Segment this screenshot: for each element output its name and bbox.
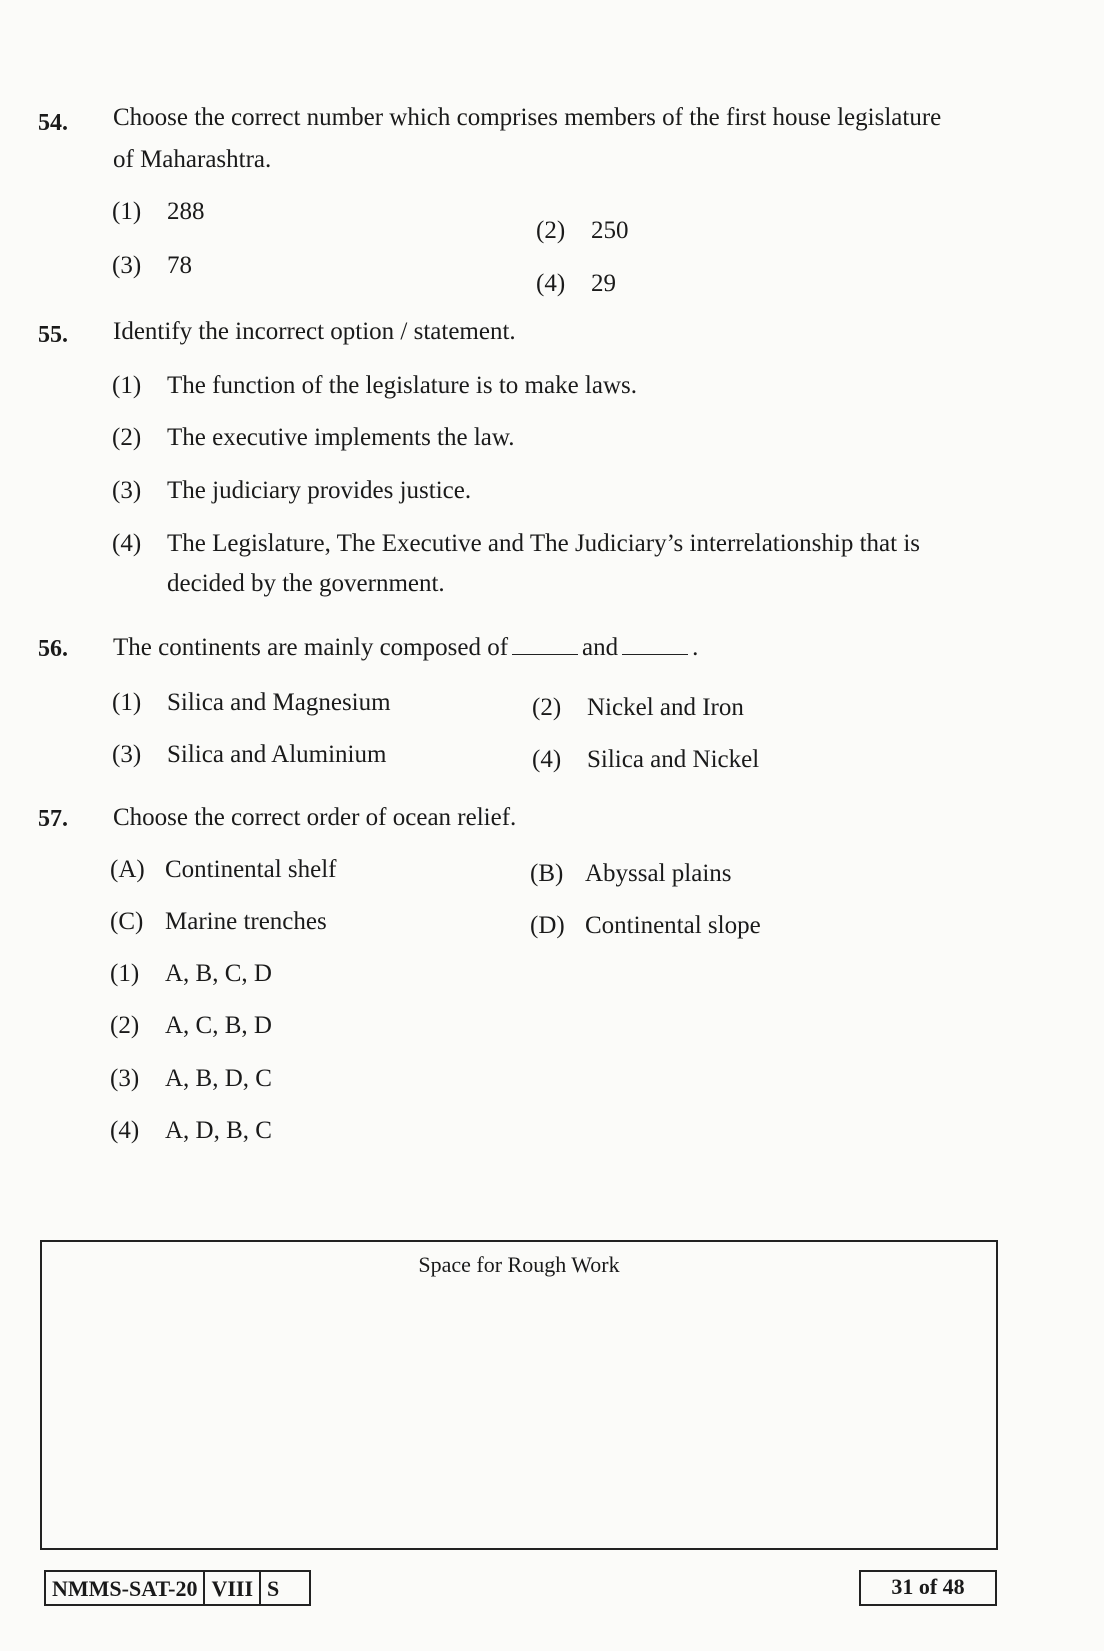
question-56-option-1[interactable] (112, 689, 391, 717)
question-55-option-3[interactable] (112, 477, 471, 505)
question-54-option-4[interactable] (536, 270, 616, 298)
option-label: (2) (532, 694, 562, 721)
option-text: A, D, B, C (165, 1117, 272, 1144)
option-text: The function of the legislature is to make laws. (167, 372, 638, 399)
question-56-text (113, 634, 698, 662)
question-56-number: 56. (38, 636, 68, 662)
question-56-option-2[interactable] (532, 694, 744, 722)
question-57-item-d (530, 912, 761, 940)
question-55-option-4[interactable] (112, 530, 920, 558)
option-label: (4) (536, 270, 566, 297)
question-56-text-part3: . (692, 634, 699, 661)
item-text: Abyssal plains (585, 860, 732, 887)
question-57-option-4[interactable] (110, 1117, 272, 1145)
option-label: (3) (112, 741, 142, 768)
option-label: (1) (110, 960, 140, 987)
question-54-option-3[interactable] (112, 252, 192, 280)
question-57-item-a (110, 856, 337, 884)
option-text: The judiciary provides justice. (167, 477, 472, 504)
option-label: (3) (112, 252, 142, 279)
option-label: (4) (112, 530, 142, 557)
question-57-option-3[interactable] (110, 1065, 272, 1093)
item-text: Marine trenches (165, 908, 327, 935)
footer-exam-code (44, 1570, 311, 1606)
option-text: A, C, B, D (165, 1012, 272, 1039)
question-55-number: 55. (38, 322, 68, 348)
option-label: (2) (536, 217, 566, 244)
question-54-text-line2: of Maharashtra. (113, 146, 272, 173)
option-label: (3) (112, 477, 142, 504)
item-label: (C) (110, 908, 144, 935)
question-56-text-part2: and (582, 634, 619, 661)
option-label: (4) (110, 1117, 140, 1144)
option-label: (3) (110, 1065, 140, 1092)
option-label: (2) (112, 424, 142, 451)
item-text: Continental slope (585, 912, 761, 939)
option-text: 250 (591, 217, 629, 244)
option-text: The executive implements the law. (167, 424, 515, 451)
option-text: Silica and Magnesium (167, 689, 391, 716)
option-label: (2) (110, 1012, 140, 1039)
option-text: Silica and Nickel (587, 746, 760, 773)
rough-work-title: Space for Rough Work (418, 1252, 620, 1277)
item-label: (A) (110, 856, 145, 883)
set-code: S (267, 1576, 280, 1601)
question-54-option-1[interactable] (112, 198, 205, 226)
option-label: (1) (112, 198, 142, 225)
option-text: 78 (167, 252, 192, 279)
question-57-item-c (110, 908, 327, 936)
option-text: 288 (167, 198, 205, 225)
item-label: (B) (530, 860, 564, 887)
option-text: A, B, D, C (165, 1065, 272, 1092)
grade: VIII (205, 1572, 261, 1604)
item-text: Continental shelf (165, 856, 337, 883)
question-55-option-1[interactable] (112, 372, 637, 400)
question-57-number: 57. (38, 806, 68, 832)
option-text: 29 (591, 270, 616, 297)
question-57-item-b (530, 860, 732, 888)
question-56-text-part1: The continents are mainly composed of (113, 634, 509, 661)
option-label: (1) (112, 372, 142, 399)
page-number: 31 of 48 (859, 1570, 997, 1606)
question-56-option-3[interactable] (112, 741, 386, 769)
question-55-option-4-continued: decided by the government. (167, 570, 445, 597)
option-text: The Legislature, The Executive and The Judiciary’s interrelationship that is (167, 530, 921, 557)
question-54-text-line1: Choose the correct number which comprises members of the first house legislature (113, 104, 942, 131)
question-56-option-4[interactable] (532, 746, 759, 774)
option-text: Nickel and Iron (587, 694, 744, 721)
question-57-text: Choose the correct order of ocean relief. (113, 804, 517, 831)
option-label: (4) (532, 746, 562, 773)
option-label: (1) (112, 689, 142, 716)
question-55-option-2[interactable] (112, 424, 515, 452)
question-57-option-2[interactable] (110, 1012, 272, 1040)
fill-blank (622, 653, 688, 655)
option-text: Silica and Aluminium (167, 741, 387, 768)
option-text: A, B, C, D (165, 960, 272, 987)
exam-code: NMMS-SAT-20 (46, 1572, 205, 1604)
fill-blank (512, 653, 578, 655)
question-55-text: Identify the incorrect option / statement. (113, 318, 516, 345)
rough-work-box (40, 1240, 998, 1550)
item-label: (D) (530, 912, 565, 939)
question-54-number: 54. (38, 110, 68, 136)
question-57-option-1[interactable] (110, 960, 272, 988)
question-54-option-2[interactable] (536, 217, 629, 245)
